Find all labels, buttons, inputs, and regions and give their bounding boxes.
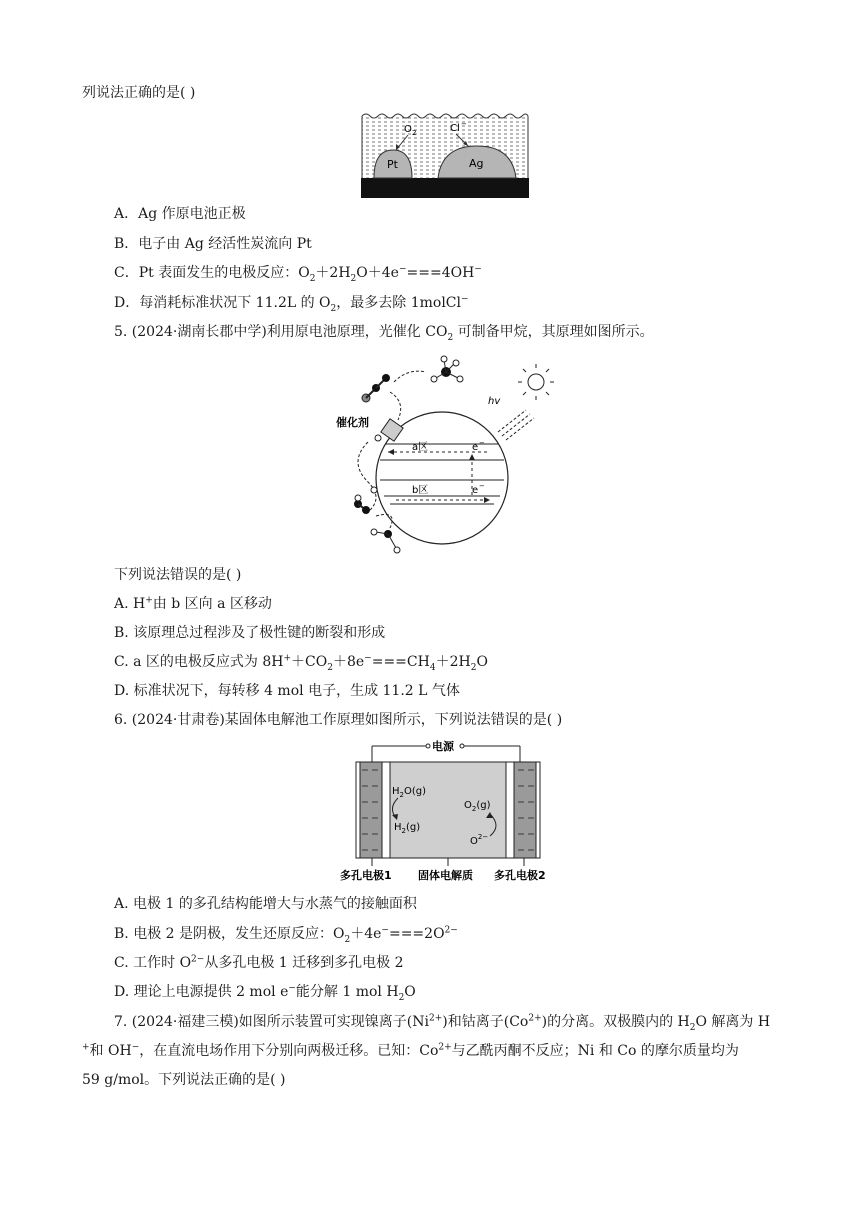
q5-option-c: C. a 区的电极反应式为 $8H^++CO_2+8e^-===CH_4+2H_2O$ [114,653,488,673]
q5-option-a: A. H+由 b 区向 a 区移动 [114,595,272,612]
ag-label: Ag [469,157,484,170]
o2-label: $O_2(g)$ [464,800,491,813]
svg-text:e: e [472,442,479,453]
svg-text:−: − [479,439,485,447]
svg-text:e: e [472,485,479,496]
q7-stem-line3: 59 g/mol。下列说法正确的是( ) [82,1072,286,1088]
q4-option-c: C．Pt 表面发生的电极反应：$O_2+2H_2O+4e^-===4OH^-$ [114,264,482,284]
q6-option-c: C. 工作时 $O^{2-}$从多孔电极 1 迁移到多孔电极 2 [114,954,404,971]
o2-ion-label: $O^{2-}$ [470,833,489,847]
o2-label: O [404,124,412,135]
hv-label: hv [488,396,501,407]
q5-option-b: B. 该原理总过程涉及了极性键的断裂和形成 [114,625,386,641]
h2o-label: $H_2O(g)$ [392,786,427,799]
q4-option-a: A．Ag 作原电池正极 [114,206,246,222]
q4-option-d: D．每消耗标准状况下 11.2L 的 $O_2$，最多去除 1molCl− [114,294,469,314]
electrode1-label: 多孔电极1 [340,869,392,882]
q6-option-d: D. 理论上电源提供 2 mol e−能分解 1 mol $H_2O$ [114,983,416,1003]
zone-a-label: a区 [412,442,429,453]
q6-stem: 6. (2024·甘肃卷)某固体电解池工作原理如图所示，下列说法错误的是( ) [114,712,563,728]
catalyst-label: 催化剂 [336,416,369,429]
q7-stem-line2: +和 OH−，在直流电场作用下分别向两极迁移。已知：$Co^{2+}$与乙酰丙酮不反应；Ni 和 Co 的摩尔质量均为 [82,1042,739,1059]
svg-text:−: − [461,120,467,128]
cl-label: Cl [450,123,460,134]
electrode2-label: 多孔电极2 [494,869,546,882]
svg-text:2: 2 [412,129,417,137]
q6-figure [340,738,560,886]
electrolyte-label: 固体电解质 [418,869,473,882]
q4-stem: 列说法正确的是( ) [82,85,196,101]
svg-text:−: − [479,482,485,490]
q4-figure [360,112,530,198]
q5-option-d: D. 标准状况下，每转移 4 mol 电子，生成 11.2 L 气体 [114,683,460,699]
q5-prompt: 下列说法错误的是( ) [114,567,242,583]
q5-stem: 5. (2024·湖南长郡中学)利用原电池原理，光催化 $CO_2$ 可制备甲烷，其原理如图所示。 [114,324,654,343]
q7-stem-line1: 7. (2024·福建三模)如图所示装置可实现镍离子$(Ni^{2+})$和钴离子$(Co^{2+})$的分离。双极膜内的 $H_2O$ 解离为 H [114,1013,771,1033]
zone-b-label: b区 [412,485,429,496]
q6-option-a: A. 电极 1 的多孔结构能增大与水蒸气的接触面积 [114,896,417,912]
q6-option-b: B. 电极 2 是阴极，发生还原反应：$O_2+4e^-===2O^{2-}$ [114,925,458,945]
q5-figure [328,352,568,558]
h2-label: $H_2(g)$ [394,822,421,835]
q4-option-b: B．电子由 Ag 经活性炭流向 Pt [114,236,312,252]
power-label: 电源 [432,740,454,753]
pt-label: Pt [387,158,398,171]
